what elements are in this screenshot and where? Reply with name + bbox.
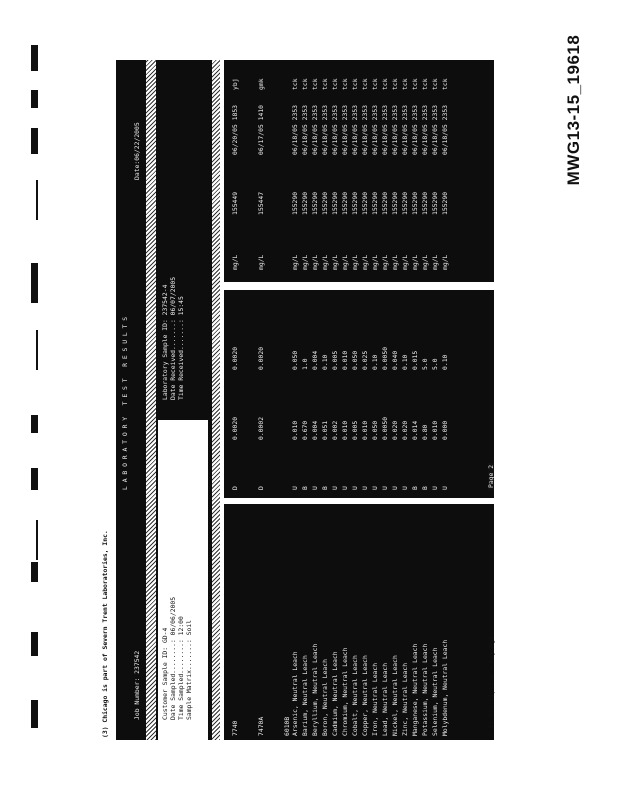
result-value: 0.014 <box>411 420 419 440</box>
result-units: mg/L <box>321 254 329 270</box>
analyte-name: Iron, Neutral Leach <box>371 662 379 736</box>
result-row <box>412 60 420 740</box>
reporting-limit: 0.015 <box>411 350 419 370</box>
result-flag: U <box>311 486 319 490</box>
method-limit: 0.0020 <box>257 346 265 370</box>
edge-mark <box>31 128 38 154</box>
batch-number: 155290 <box>401 191 409 215</box>
result-value: 0.010 <box>431 420 439 440</box>
reporting-limit: 5.0 <box>431 358 439 370</box>
batch-number: 155290 <box>391 191 399 215</box>
result-value: 0.010 <box>341 420 349 440</box>
reporting-limit: 0.10 <box>321 354 329 370</box>
method-result: 0.0002 <box>257 416 265 440</box>
result-units: mg/L <box>441 254 449 270</box>
analyst-code: tck <box>341 78 349 90</box>
method-batch: 155447 <box>257 191 265 215</box>
result-row <box>422 60 430 740</box>
analysis-date: 06/18/05 2353 <box>411 104 419 155</box>
document-stamp-text: MWG13-15_19618 <box>564 34 583 186</box>
job-number: Job Number: 237542 <box>133 650 141 720</box>
result-units: mg/L <box>341 254 349 270</box>
analyte-name: Manganese, Neutral Leach <box>411 643 419 736</box>
result-row <box>382 60 390 740</box>
reporting-limit: 1.0 <box>301 358 309 370</box>
customer-sample-id: Customer Sample ID: GD-4 <box>161 627 169 720</box>
analysis-date: 06/18/05 2353 <box>421 104 429 155</box>
result-row <box>322 60 330 740</box>
method-code: 7740 <box>231 720 239 736</box>
reporting-limit: 0.10 <box>371 354 379 370</box>
column-gutter <box>224 498 494 504</box>
footer-note: * In Description = Dry Wgt. <box>487 632 495 736</box>
analyst-code: tck <box>301 78 309 90</box>
analyte-name: Nickel, Neutral Leach <box>391 655 399 736</box>
date-sampled: Date Sampled........: 06/06/2005 <box>169 596 177 720</box>
method-6010-code: 6010B <box>283 716 291 736</box>
method-flag: D <box>257 486 265 490</box>
analyte-name: Molybdenum, Neutral Leach <box>441 639 449 736</box>
reporting-limit: 0.10 <box>441 354 449 370</box>
analyst-code: tck <box>381 78 389 90</box>
result-units: mg/L <box>311 254 319 270</box>
sample-matrix: Sample Matrix.......: Soil <box>185 619 193 720</box>
result-flag: U <box>291 486 299 490</box>
edge-mark <box>31 700 38 728</box>
result-value: 0.004 <box>311 420 319 440</box>
result-value: 0.020 <box>391 420 399 440</box>
edge-mark <box>31 45 38 71</box>
result-flag: U <box>381 486 389 490</box>
batch-number: 155290 <box>321 191 329 215</box>
analysis-date: 06/18/05 2353 <box>381 104 389 155</box>
report-frame <box>100 60 500 740</box>
result-units: mg/L <box>371 254 379 270</box>
analyst-code: tck <box>401 78 409 90</box>
batch-number: 155290 <box>331 191 339 215</box>
page-marker: Page 2 <box>487 464 495 488</box>
result-flag: B <box>421 486 429 490</box>
results-table <box>291 60 495 740</box>
analyte-name: Cobalt, Neutral Leach <box>351 655 359 736</box>
method-flag: D <box>231 486 239 490</box>
analyte-name: Selenium, Neutral Leach <box>431 647 439 736</box>
result-units: mg/L <box>301 254 309 270</box>
analysis-date: 06/18/05 2353 <box>371 104 379 155</box>
analyte-name: Beryllium, Neutral Leach <box>311 643 319 736</box>
result-flag: U <box>371 486 379 490</box>
date-received: Date Received.......: 06/07/2005 <box>169 276 177 400</box>
analysis-date: 06/18/05 2353 <box>321 104 329 155</box>
edge-mark <box>31 90 38 108</box>
edge-mark <box>31 263 38 303</box>
lab-report <box>100 60 500 740</box>
analyst-code: tck <box>351 78 359 90</box>
batch-number: 155290 <box>301 191 309 215</box>
analyte-name: Lead, Neutral Leach <box>381 662 389 736</box>
analyst-code: tck <box>311 78 319 90</box>
edge-mark <box>31 468 38 490</box>
header-strip <box>146 60 156 740</box>
analyst-code: tck <box>431 78 439 90</box>
edge-mark <box>36 520 38 560</box>
result-flag: U <box>431 486 439 490</box>
method-units: mg/L <box>257 254 265 270</box>
analysis-date: 06/18/05 2353 <box>431 104 439 155</box>
analyte-name: Copper, Neutral Leach <box>361 655 369 736</box>
result-flag: U <box>331 486 339 490</box>
reporting-limit: 0.025 <box>361 350 369 370</box>
analyte-name: Arsenic, Neutral Leach <box>291 651 299 736</box>
reporting-limit: 0.10 <box>401 354 409 370</box>
result-units: mg/L <box>291 254 299 270</box>
result-row <box>312 60 320 740</box>
method-row <box>232 60 240 740</box>
analyst-code: tck <box>411 78 419 90</box>
reporting-limit: 0.0050 <box>381 346 389 370</box>
result-units: mg/L <box>431 254 439 270</box>
analysis-date: 06/18/05 2353 <box>311 104 319 155</box>
result-row <box>442 60 450 740</box>
analyte-name: Chromium, Neutral Leach <box>341 647 349 736</box>
edge-mark <box>36 330 38 370</box>
edge-mark <box>31 562 38 582</box>
reporting-limit: 0.040 <box>391 350 399 370</box>
result-row <box>372 60 380 740</box>
result-value: 0.010 <box>361 420 369 440</box>
result-units: mg/L <box>381 254 389 270</box>
result-units: mg/L <box>331 254 339 270</box>
analysis-date: 06/18/05 2353 <box>441 104 449 155</box>
result-flag: U <box>361 486 369 490</box>
method-result: 0.0020 <box>231 416 239 440</box>
method-units: mg/L <box>231 254 239 270</box>
result-value: 0.051 <box>321 420 329 440</box>
reporting-limit: 0.050 <box>351 350 359 370</box>
method-code: 7470A <box>257 716 265 736</box>
batch-number: 155290 <box>311 191 319 215</box>
method-limit: 0.0020 <box>231 346 239 370</box>
method-row <box>258 60 266 740</box>
result-value: 0.0050 <box>381 416 389 440</box>
result-value: 0.670 <box>301 420 309 440</box>
analysis-date: 06/18/05 2353 <box>391 104 399 155</box>
edge-mark <box>31 415 38 433</box>
result-row <box>362 60 370 740</box>
result-units: mg/L <box>411 254 419 270</box>
method-date: 06/20/05 1853 <box>231 104 239 155</box>
method-batch: 155449 <box>231 191 239 215</box>
analyte-name: Zinc, Neutral Leach <box>401 662 409 736</box>
result-units: mg/L <box>401 254 409 270</box>
result-flag: U <box>341 486 349 490</box>
method-tech: ybj <box>231 78 239 90</box>
batch-number: 155290 <box>351 191 359 215</box>
batch-number: 155290 <box>291 191 299 215</box>
reporting-limit: 0.050 <box>291 350 299 370</box>
batch-number: 155290 <box>431 191 439 215</box>
analysis-date: 06/18/05 2353 <box>351 104 359 155</box>
analyst-code: tck <box>331 78 339 90</box>
analyst-code: tck <box>391 78 399 90</box>
company-note: (3) Chicago is part of Severn Trent Laboratories, Inc. <box>101 530 109 738</box>
batch-number: 155290 <box>341 191 349 215</box>
time-received: Time Received.......: 15:45 <box>177 296 185 400</box>
result-row <box>392 60 400 740</box>
result-flag: U <box>441 486 449 490</box>
result-row <box>402 60 410 740</box>
batch-number: 155290 <box>441 191 449 215</box>
batch-number: 155290 <box>381 191 389 215</box>
result-row <box>342 60 350 740</box>
analyte-name: Cadmium, Neutral Leach <box>331 651 339 736</box>
analysis-date: 06/18/05 2353 <box>301 104 309 155</box>
analyte-name: Boron, Neutral Leach <box>321 659 329 736</box>
analysis-date: 06/18/05 2353 <box>361 104 369 155</box>
analysis-date: 06/18/05 2353 <box>331 104 339 155</box>
batch-number: 155290 <box>361 191 369 215</box>
result-flag: U <box>391 486 399 490</box>
analysis-date: 06/18/05 2353 <box>291 104 299 155</box>
analyst-code: tck <box>371 78 379 90</box>
result-units: mg/L <box>421 254 429 270</box>
analyst-code: tck <box>441 78 449 90</box>
report-title: L A B O R A T O R Y T E S T R E S U L T S <box>121 316 129 490</box>
time-sampled: Time Sampled........: 12:00 <box>177 616 185 720</box>
batch-number: 155290 <box>371 191 379 215</box>
analyst-code: tck <box>361 78 369 90</box>
result-units: mg/L <box>351 254 359 270</box>
analyst-code: tck <box>291 78 299 90</box>
result-value: 0.002 <box>331 420 339 440</box>
result-row <box>432 60 440 740</box>
result-value: 0.020 <box>401 420 409 440</box>
method-date: 06/17/05 1410 <box>257 104 265 155</box>
result-value: 0.010 <box>291 420 299 440</box>
result-flag: B <box>321 486 329 490</box>
analyst-code: tck <box>421 78 429 90</box>
edge-mark <box>36 180 38 220</box>
result-row <box>352 60 360 740</box>
batch-number: 155290 <box>411 191 419 215</box>
column-gutter <box>224 282 494 290</box>
result-units: mg/L <box>361 254 369 270</box>
analysis-date: 06/18/05 2353 <box>341 104 349 155</box>
result-value: 0.050 <box>371 420 379 440</box>
reporting-limit: 0.005 <box>331 350 339 370</box>
lab-sample-id: Laboratory Sample ID: 237542-4 <box>161 284 169 400</box>
method-tech: gmk <box>257 78 265 90</box>
result-value: 0.80 <box>421 424 429 440</box>
result-row <box>302 60 310 740</box>
column-header-strip <box>212 60 220 740</box>
batch-number: 155290 <box>421 191 429 215</box>
result-flag: U <box>401 486 409 490</box>
analyst-code: tck <box>321 78 329 90</box>
result-row <box>292 60 300 740</box>
report-date: Date:06/22/2005 <box>133 122 141 180</box>
result-row <box>332 60 340 740</box>
document-stamp <box>559 34 589 186</box>
result-units: mg/L <box>391 254 399 270</box>
analysis-date: 06/18/05 2353 <box>401 104 409 155</box>
reporting-limit: 0.010 <box>341 350 349 370</box>
result-flag: U <box>351 486 359 490</box>
reporting-limit: 0.004 <box>311 350 319 370</box>
reporting-limit: 5.0 <box>421 358 429 370</box>
result-flag: B <box>301 486 309 490</box>
result-flag: B <box>411 486 419 490</box>
result-value: 0.005 <box>351 420 359 440</box>
result-value: 0.000 <box>441 420 449 440</box>
analyte-name: Potassium, Neutral Leach <box>421 643 429 736</box>
analyte-name: Barium, Neutral Leach <box>301 655 309 736</box>
edge-mark <box>31 632 38 656</box>
